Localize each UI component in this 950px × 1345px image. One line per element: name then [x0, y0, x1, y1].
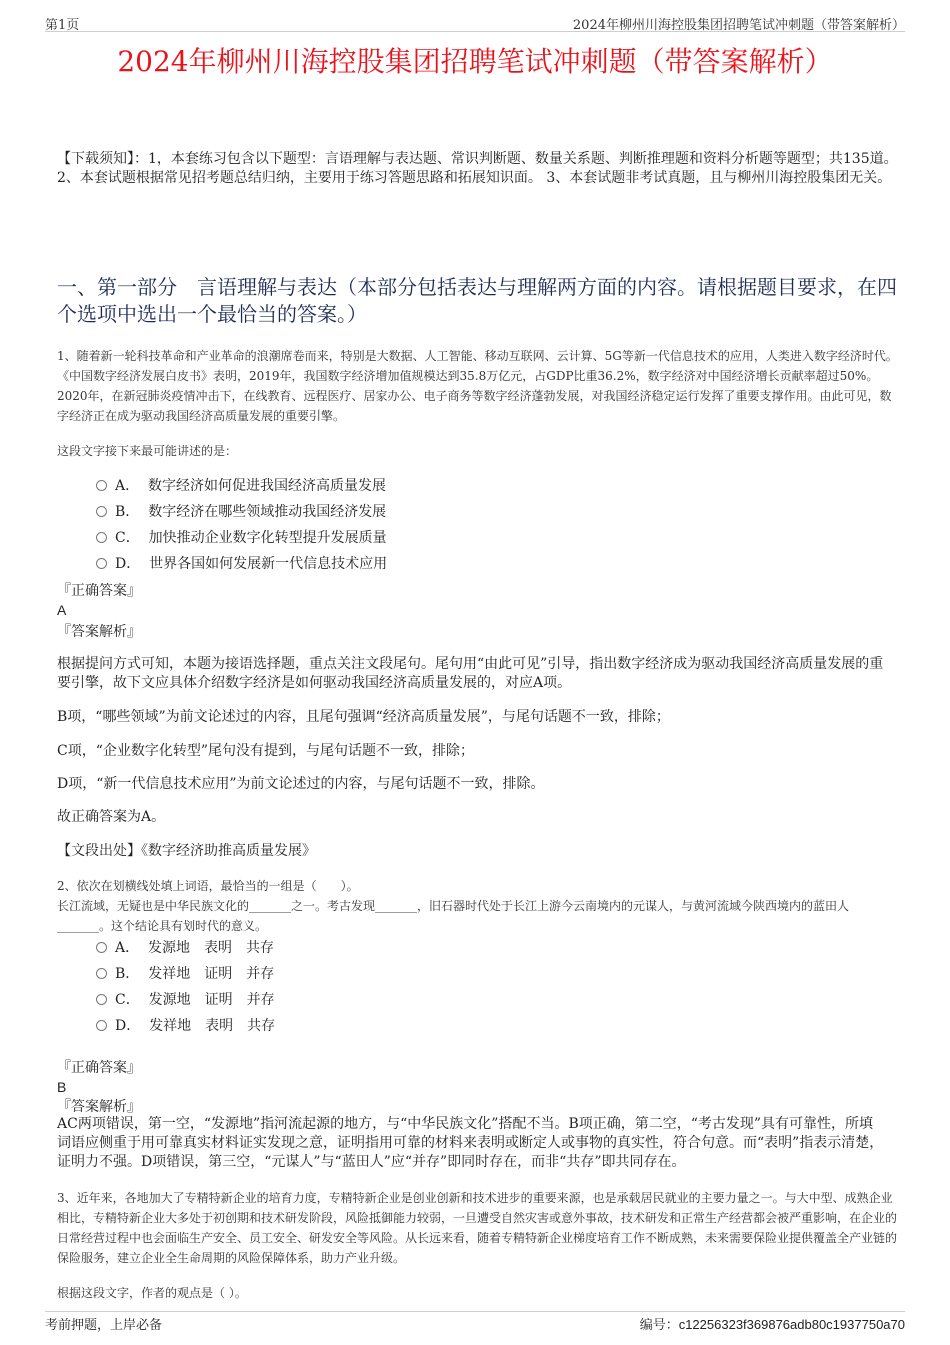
question-1-analysis-p5: 故正确答案为A。: [57, 809, 166, 825]
question-2-passage: 长江流域，无疑也是中华民族文化的_______之一。考古发现_______，旧石器时代处于长江上游今云南境内的元谋人，与黄河流域今陕西境内的蓝田人_______。这个结论具有划时代的意义。: [57, 899, 850, 933]
question-1-option-c[interactable]: C． 加快推动企业数字化转型提升发展质量: [96, 528, 387, 548]
question-2-analysis: AC两项错误，第一空，“发源地”指河流起源的地方，与“中华民族文化”搭配不当。B项正确，第二空，“考古发现”具有可靠性，所填词语应侧重于用可靠真实材料证实发现之意，证明指用可靠的材料来表明或断定人或事物的真实性，符合句意。而“表明”指表示清楚，证明力不强。D项错误，第三空，“元谋人”与“蓝田人”应“并存”即同时存在，而非“共存”即共同存在。: [57, 1116, 884, 1170]
question-2-text: 2、依次在划横线处填上词语，最恰当的一组是（ ）。: [57, 879, 359, 893]
question-1-option-d[interactable]: D． 世界各国如何发展新一代信息技术应用: [96, 554, 387, 574]
question-1-text: 1、随着新一轮科技革命和产业革命的浪潮席卷而来，特别是大数据、人工智能、移动互联网、云计算、5G等新一代信息技术的应用，人类进入数字经济时代。《中国数字经济发展白皮书》表明，2019年，我国数字经济增加值规模达到35.8万亿元，占GDP比重36.2%，数字经济对中国经济增长贡献率超过50%。2020年，在新冠肺炎疫情冲击下，在线教育、远程医疗、居家办公、电子商务等数字经济蓬勃发展，对我国经济稳定运行发挥了重要支撑作用。由此可见，数字经济正在成为驱动我国经济高质量发展的重要引擎。: [57, 349, 898, 423]
question-2-option-c[interactable]: C． 发源地 证明 并存: [96, 990, 275, 1010]
question-1-option-a[interactable]: A． 数字经济如何促进我国经济高质量发展: [96, 476, 386, 496]
question-3-prompt: 根据这段文字，作者的观点是（ ）。: [57, 1286, 247, 1300]
question-2-option-b[interactable]: B． 发祥地 证明 并存: [96, 964, 274, 984]
question-1-analysis-p1: 根据提问方式可知，本题为接语选择题，重点关注文段尾句。尾句用“由此可见”引导，指出数字经济成为驱动我国经济高质量发展的重要引擎，故下文应具体介绍数字经济是如何驱动我国经济高质量发展的，对应A项。: [57, 656, 884, 691]
question-1-answer-label: 『正确答案』: [57, 583, 141, 599]
footer-divider: [45, 1311, 905, 1312]
radio-icon[interactable]: [96, 942, 107, 953]
question-1-analysis-p4: D项，“新一代信息技术应用”为前文论述过的内容，与尾句话题不一致，排除。: [57, 776, 545, 792]
running-title: 2024年柳州川海控股集团招聘笔试冲刺题（带答案解析）: [572, 18, 905, 33]
radio-icon[interactable]: [96, 1020, 107, 1031]
question-2-option-d[interactable]: D． 发祥地 表明 共存: [96, 1016, 275, 1036]
footer-slogan: 考前押题，上岸必备: [45, 1318, 163, 1333]
question-1-answer: A: [57, 602, 67, 618]
radio-icon[interactable]: [96, 506, 107, 517]
question-1-analysis-p3: C项，“企业数字化转型”尾句没有提到，与尾句话题不一致，排除；: [57, 743, 475, 759]
document-title: 2024年柳州川海控股集团招聘笔试冲刺题（带答案解析）: [117, 45, 833, 78]
radio-icon[interactable]: [96, 558, 107, 569]
question-2-answer-label: 『正确答案』: [57, 1060, 141, 1076]
question-2-option-a[interactable]: A． 发源地 表明 共存: [96, 938, 274, 958]
question-1-source: 【文段出处】《数字经济助推高质量发展》: [57, 843, 316, 859]
question-3-text: 3、近年来，各地加大了专精特新企业的培育力度，专精特新企业是创业创新和技术进步的重要来源，也是承载居民就业的主要力量之一。与大中型、成熟企业相比，专精特新企业大多处于初创期和技术研发阶段，风险抵御能力较弱，一旦遭受自然灾害或意外事故，技术研发和正常生产经营都会被严重影响，在企业的日常经营过程中也会面临生产安全、员工安全、研发安全等风险。从长远来看，随着专精特新企业梯度培育工作不断成熟，未来需要保险业提供覆盖全产业链的保险服务，建立企业全生命周期的风险保障体系，助力产业升级。: [57, 1191, 898, 1265]
question-1-prompt: 这段文字接下来最可能讲述的是：: [57, 444, 238, 458]
section-heading: 一、第一部分 言语理解与表达（本部分包括表达与理解两方面的内容。请根据题目要求，在四个选项中选出一个最恰当的答案。）: [57, 275, 897, 326]
question-2-analysis-label: 『答案解析』: [57, 1099, 141, 1115]
question-1-analysis-label: 『答案解析』: [57, 624, 141, 640]
download-notice: 【下载须知】：1，本套练习包含以下题型：言语理解与表达题、常识判断题、数量关系题、判断推理题和资料分析题等题型；共135道。 2、本套试题根据常见招考题总结归纳，主要用于练习答题思路和拓展知识面。 3、本套试题非考试真题，且与柳州川海控股集团无关。: [57, 151, 898, 186]
radio-icon[interactable]: [96, 480, 107, 491]
radio-icon[interactable]: [96, 532, 107, 543]
radio-icon[interactable]: [96, 994, 107, 1005]
question-2-answer: B: [57, 1079, 67, 1095]
header-divider: [45, 31, 905, 32]
page-number: 第1页: [45, 18, 80, 33]
question-1-option-b[interactable]: B． 数字经济在哪些领域推动我国经济发展: [96, 502, 386, 522]
radio-icon[interactable]: [96, 968, 107, 979]
question-1-analysis-p2: B项，“哪些领域”为前文论述过的内容，且尾句强调“经济高质量发展”，与尾句话题不一致，排除；: [57, 709, 670, 725]
footer-doc-id: 编号：c12256323f369876adb80c1937750a70: [639, 1317, 905, 1332]
